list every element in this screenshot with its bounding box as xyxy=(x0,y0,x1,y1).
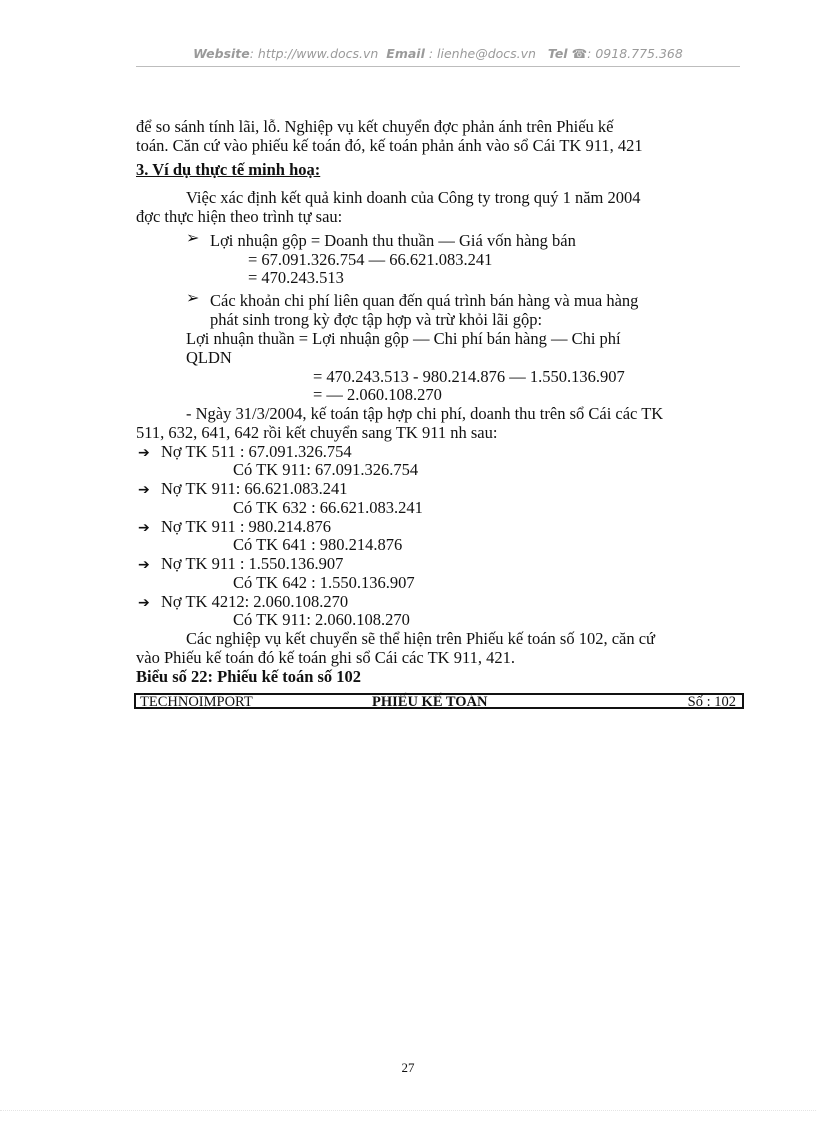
paragraph-line: vào Phiếu kế toán đó kế toán ghi sổ Cái các TK 911, 421. xyxy=(136,648,515,667)
entry-credit: Có TK 642 : 1.550.136.907 xyxy=(233,573,415,592)
entry-credit: Có TK 641 : 980.214.876 xyxy=(233,535,403,554)
formula-line: Lợi nhuận thuần = Lợi nhuận gộp — Chi phí bán hàng — Chi phí xyxy=(186,329,621,348)
tel-label: Tel xyxy=(547,46,568,61)
right-arrow-icon: ➔ xyxy=(138,557,150,573)
entry-debit: Nợ TK 911 : 1.550.136.907 xyxy=(161,554,344,573)
footer-divider xyxy=(0,1110,816,1111)
voucher-title: PHIẾU KẾ TOÁN xyxy=(372,694,488,710)
entry-credit: Có TK 632 : 66.621.083.241 xyxy=(233,498,423,517)
right-arrow-icon: ➔ xyxy=(138,445,150,461)
paragraph-line: để so sánh tính lãi, lỗ. Nghiệp vụ kết chuyển đợc phản ánh trên Phiếu kế xyxy=(136,117,614,136)
header-divider xyxy=(136,66,740,67)
right-arrow-icon: ➔ xyxy=(138,595,150,611)
website-label: Website xyxy=(193,46,250,61)
tel-value: : 0918.775.368 xyxy=(587,46,683,61)
section-heading: 3. Ví dụ thực tế minh hoạ: xyxy=(136,160,321,179)
paragraph-line: Các nghiệp vụ kết chuyển sẽ thể hiện trên Phiếu kế toán số 102, căn cứ xyxy=(186,629,655,648)
bullet-line: phát sinh trong kỳ đợc tập hợp và trừ khỏi lãi gộp: xyxy=(210,310,543,329)
right-arrow-icon: ➔ xyxy=(138,520,150,536)
bullet-line: Lợi nhuận gộp = Doanh thu thuần — Giá vốn hàng bán xyxy=(210,231,576,250)
right-arrow-icon: ➔ xyxy=(138,482,150,498)
paragraph-line: - Ngày 31/3/2004, kế toán tập hợp chi phí, doanh thu trên sổ Cái các TK xyxy=(186,404,664,423)
company-name: TECHNOIMPORT xyxy=(140,694,253,710)
page-number: 27 xyxy=(401,1060,415,1075)
page-header xyxy=(136,46,740,61)
formula-line: = — 2.060.108.270 xyxy=(313,385,442,404)
voucher-number: Số : 102 xyxy=(687,694,736,710)
paragraph-line: đợc thực hiện theo trình tự sau: xyxy=(136,207,343,226)
entry-debit: Nợ TK 911: 66.621.083.241 xyxy=(161,479,348,498)
entry-debit: Nợ TK 4212: 2.060.108.270 xyxy=(161,592,349,611)
entry-debit: Nợ TK 511 : 67.091.326.754 xyxy=(161,442,352,461)
formula-line: QLDN xyxy=(186,348,232,367)
paragraph-line: 511, 632, 641, 642 rồi kết chuyển sang TK 911 nh sau: xyxy=(136,423,498,442)
email-value: : lienhe@docs.vn xyxy=(428,46,536,61)
paragraph-line: Việc xác định kết quả kinh doanh của Công ty trong quý 1 năm 2004 xyxy=(186,188,641,207)
figure-caption: Biểu số 22: Phiếu kế toán số 102 xyxy=(136,667,362,686)
entry-credit: Có TK 911: 67.091.326.754 xyxy=(233,460,419,479)
formula-line: = 67.091.326.754 — 66.621.083.241 xyxy=(248,250,493,269)
formula-line: = 470.243.513 xyxy=(248,268,344,287)
email-label: Email xyxy=(386,46,425,61)
entry-debit: Nợ TK 911 : 980.214.876 xyxy=(161,517,332,536)
paragraph-line: toán. Căn cứ vào phiếu kế toán đó, kế toán phản ánh vào sổ Cái TK 911, 421 xyxy=(136,136,643,155)
entry-credit: Có TK 911: 2.060.108.270 xyxy=(233,610,410,629)
phone-icon: ☎ xyxy=(571,46,588,61)
bullet-arrow-icon: ➢ xyxy=(186,228,200,247)
voucher-header-box xyxy=(134,693,744,709)
website-value: : http://www.docs.vn xyxy=(249,46,379,61)
bullet-arrow-icon: ➢ xyxy=(186,288,200,307)
formula-line: = 470.243.513 - 980.214.876 — 1.550.136.907 xyxy=(313,367,625,386)
bullet-line: Các khoản chi phí liên quan đến quá trình bán hàng và mua hàng xyxy=(210,291,639,310)
